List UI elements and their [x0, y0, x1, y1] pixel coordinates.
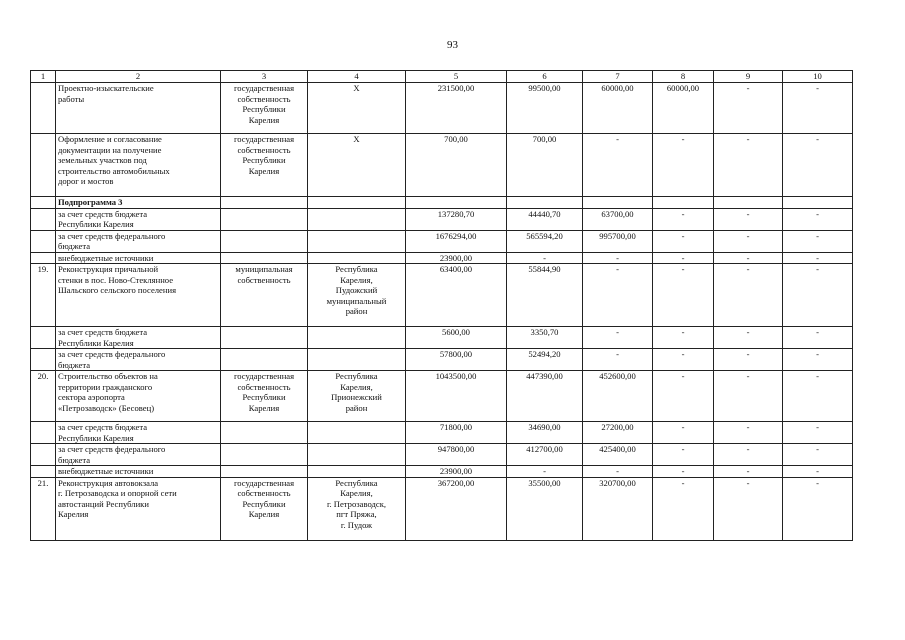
row-number [31, 422, 56, 444]
value-col6: 412700,00 [507, 444, 583, 466]
value-col9: - [714, 422, 783, 444]
value-col6: 3350,70 [507, 327, 583, 349]
location [308, 349, 406, 371]
value-col8: 60000,00 [653, 83, 714, 134]
value-col8: - [653, 208, 714, 230]
item-name: Реконструкция автовокзала г. Петрозаводска и опорной сети автостанций Республики Карелия [56, 477, 221, 540]
total-value: 1043500,00 [406, 371, 507, 422]
column-header: 1 [31, 71, 56, 83]
total-value: 71800,00 [406, 422, 507, 444]
item-name: за счет средств федерального бюджета [56, 230, 221, 252]
value-col10 [783, 197, 853, 209]
total-value: 5600,00 [406, 327, 507, 349]
value-col9: - [714, 230, 783, 252]
table-row [31, 444, 853, 466]
ownership: государственная собственность Республики Карелия [221, 371, 308, 422]
table-row [31, 327, 853, 349]
row-number [31, 197, 56, 209]
value-col7: - [583, 466, 653, 478]
total-value: 57800,00 [406, 349, 507, 371]
table-row [31, 422, 853, 444]
value-col6: 447390,00 [507, 371, 583, 422]
value-col9: - [714, 264, 783, 327]
total-value: 23900,00 [406, 466, 507, 478]
ownership: государственная собственность Республики Карелия [221, 83, 308, 134]
ownership: муниципальная собственность [221, 264, 308, 327]
value-col6: - [507, 466, 583, 478]
column-header: 2 [56, 71, 221, 83]
program-table [30, 70, 853, 541]
value-col7: - [583, 349, 653, 371]
value-col6: 565594,20 [507, 230, 583, 252]
value-col6: 700,00 [507, 134, 583, 197]
value-col10: - [783, 83, 853, 134]
column-header: 3 [221, 71, 308, 83]
value-col7: - [583, 327, 653, 349]
page-number: 93 [447, 39, 458, 51]
location [308, 230, 406, 252]
item-name: Оформление и согласование документации на получение земельных участков под строительство автомобильных дорог и мостов [56, 134, 221, 197]
row-number [31, 444, 56, 466]
item-name: за счет средств федерального бюджета [56, 444, 221, 466]
location: Республика Карелия, Прионежский район [308, 371, 406, 422]
value-col9: - [714, 327, 783, 349]
ownership [221, 230, 308, 252]
location [308, 422, 406, 444]
value-col7: - [583, 134, 653, 197]
value-col10: - [783, 230, 853, 252]
ownership [221, 466, 308, 478]
total-value: 137280,70 [406, 208, 507, 230]
value-col7: 27200,00 [583, 422, 653, 444]
total-value: 63400,00 [406, 264, 507, 327]
value-col8: - [653, 444, 714, 466]
ownership [221, 444, 308, 466]
ownership [221, 208, 308, 230]
ownership [221, 422, 308, 444]
value-col8: - [653, 230, 714, 252]
value-col8 [653, 197, 714, 209]
value-col7 [583, 197, 653, 209]
row-number [31, 134, 56, 197]
value-col10: - [783, 477, 853, 540]
location: Республика Карелия, Пудожский муниципальный район [308, 264, 406, 327]
value-col9: - [714, 466, 783, 478]
value-col10: - [783, 349, 853, 371]
table-row [31, 466, 853, 478]
total-value: 23900,00 [406, 252, 507, 264]
location: Республика Карелия, г. Петрозаводск, пгт Пряжа, г. Пудож [308, 477, 406, 540]
value-col10: - [783, 134, 853, 197]
item-name: за счет средств федерального бюджета [56, 349, 221, 371]
value-col6: 55844,90 [507, 264, 583, 327]
value-col8: - [653, 466, 714, 478]
total-value: 700,00 [406, 134, 507, 197]
location: Х [308, 134, 406, 197]
table-row [31, 477, 853, 540]
value-col7: 995700,00 [583, 230, 653, 252]
column-number-row [31, 71, 853, 83]
column-header: 10 [783, 71, 853, 83]
row-number: 21. [31, 477, 56, 540]
ownership [221, 197, 308, 209]
row-number [31, 208, 56, 230]
row-number [31, 349, 56, 371]
table-row [31, 349, 853, 371]
item-name: за счет средств бюджета Республики Карелия [56, 327, 221, 349]
value-col8: - [653, 134, 714, 197]
location [308, 466, 406, 478]
value-col9: - [714, 371, 783, 422]
row-number [31, 230, 56, 252]
table-row [31, 264, 853, 327]
column-header: 9 [714, 71, 783, 83]
item-name: внебюджетные источники [56, 466, 221, 478]
row-number [31, 327, 56, 349]
row-number [31, 466, 56, 478]
value-col7: - [583, 252, 653, 264]
location [308, 208, 406, 230]
value-col9: - [714, 252, 783, 264]
value-col8: - [653, 252, 714, 264]
row-number [31, 83, 56, 134]
value-col10: - [783, 466, 853, 478]
table-row [31, 230, 853, 252]
total-value: 1676294,00 [406, 230, 507, 252]
total-value: 231500,00 [406, 83, 507, 134]
value-col9: - [714, 134, 783, 197]
table-row [31, 83, 853, 134]
value-col8: - [653, 327, 714, 349]
value-col9: - [714, 83, 783, 134]
value-col10: - [783, 264, 853, 327]
ownership [221, 252, 308, 264]
value-col7: 452600,00 [583, 371, 653, 422]
item-name: Реконструкция причальной стенки в пос. Ново-Стеклянное Шальского сельского поселения [56, 264, 221, 327]
value-col6: 34690,00 [507, 422, 583, 444]
total-value: 367200,00 [406, 477, 507, 540]
table-row [31, 208, 853, 230]
column-header: 6 [507, 71, 583, 83]
value-col9: - [714, 208, 783, 230]
row-number: 20. [31, 371, 56, 422]
table-row [31, 252, 853, 264]
total-value: 947800,00 [406, 444, 507, 466]
value-col6: 52494,20 [507, 349, 583, 371]
column-header: 8 [653, 71, 714, 83]
item-name: за счет средств бюджета Республики Карелия [56, 208, 221, 230]
value-col6: 35500,00 [507, 477, 583, 540]
ownership [221, 349, 308, 371]
column-header: 7 [583, 71, 653, 83]
ownership [221, 327, 308, 349]
value-col9: - [714, 477, 783, 540]
value-col9: - [714, 349, 783, 371]
value-col9 [714, 197, 783, 209]
value-col8: - [653, 477, 714, 540]
location: Х [308, 83, 406, 134]
total-value [406, 197, 507, 209]
table-row [31, 371, 853, 422]
value-col6: - [507, 252, 583, 264]
value-col10: - [783, 444, 853, 466]
ownership: государственная собственность Республики Карелия [221, 134, 308, 197]
value-col6: 99500,00 [507, 83, 583, 134]
location [308, 252, 406, 264]
location [308, 444, 406, 466]
value-col7: 60000,00 [583, 83, 653, 134]
value-col10: - [783, 422, 853, 444]
item-name: Строительство объектов на территории гражданского сектора аэропорта «Петрозаводск» (Бесовец) [56, 371, 221, 422]
value-col10: - [783, 252, 853, 264]
table-row [31, 134, 853, 197]
value-col7: 63700,00 [583, 208, 653, 230]
value-col8: - [653, 349, 714, 371]
value-col6: 44440,70 [507, 208, 583, 230]
value-col8: - [653, 371, 714, 422]
value-col8: - [653, 422, 714, 444]
column-header: 5 [406, 71, 507, 83]
row-number [31, 252, 56, 264]
subprogram-heading: Подпрограмма 3 [56, 197, 221, 209]
ownership: государственная собственность Республики Карелия [221, 477, 308, 540]
value-col9: - [714, 444, 783, 466]
value-col7: - [583, 264, 653, 327]
item-name: за счет средств бюджета Республики Карелия [56, 422, 221, 444]
location [308, 197, 406, 209]
value-col7: 320700,00 [583, 477, 653, 540]
value-col10: - [783, 208, 853, 230]
location [308, 327, 406, 349]
value-col8: - [653, 264, 714, 327]
value-col6 [507, 197, 583, 209]
item-name: внебюджетные источники [56, 252, 221, 264]
item-name: Проектно-изыскательские работы [56, 83, 221, 134]
value-col7: 425400,00 [583, 444, 653, 466]
table-row [31, 197, 853, 209]
row-number: 19. [31, 264, 56, 327]
value-col10: - [783, 371, 853, 422]
value-col10: - [783, 327, 853, 349]
column-header: 4 [308, 71, 406, 83]
